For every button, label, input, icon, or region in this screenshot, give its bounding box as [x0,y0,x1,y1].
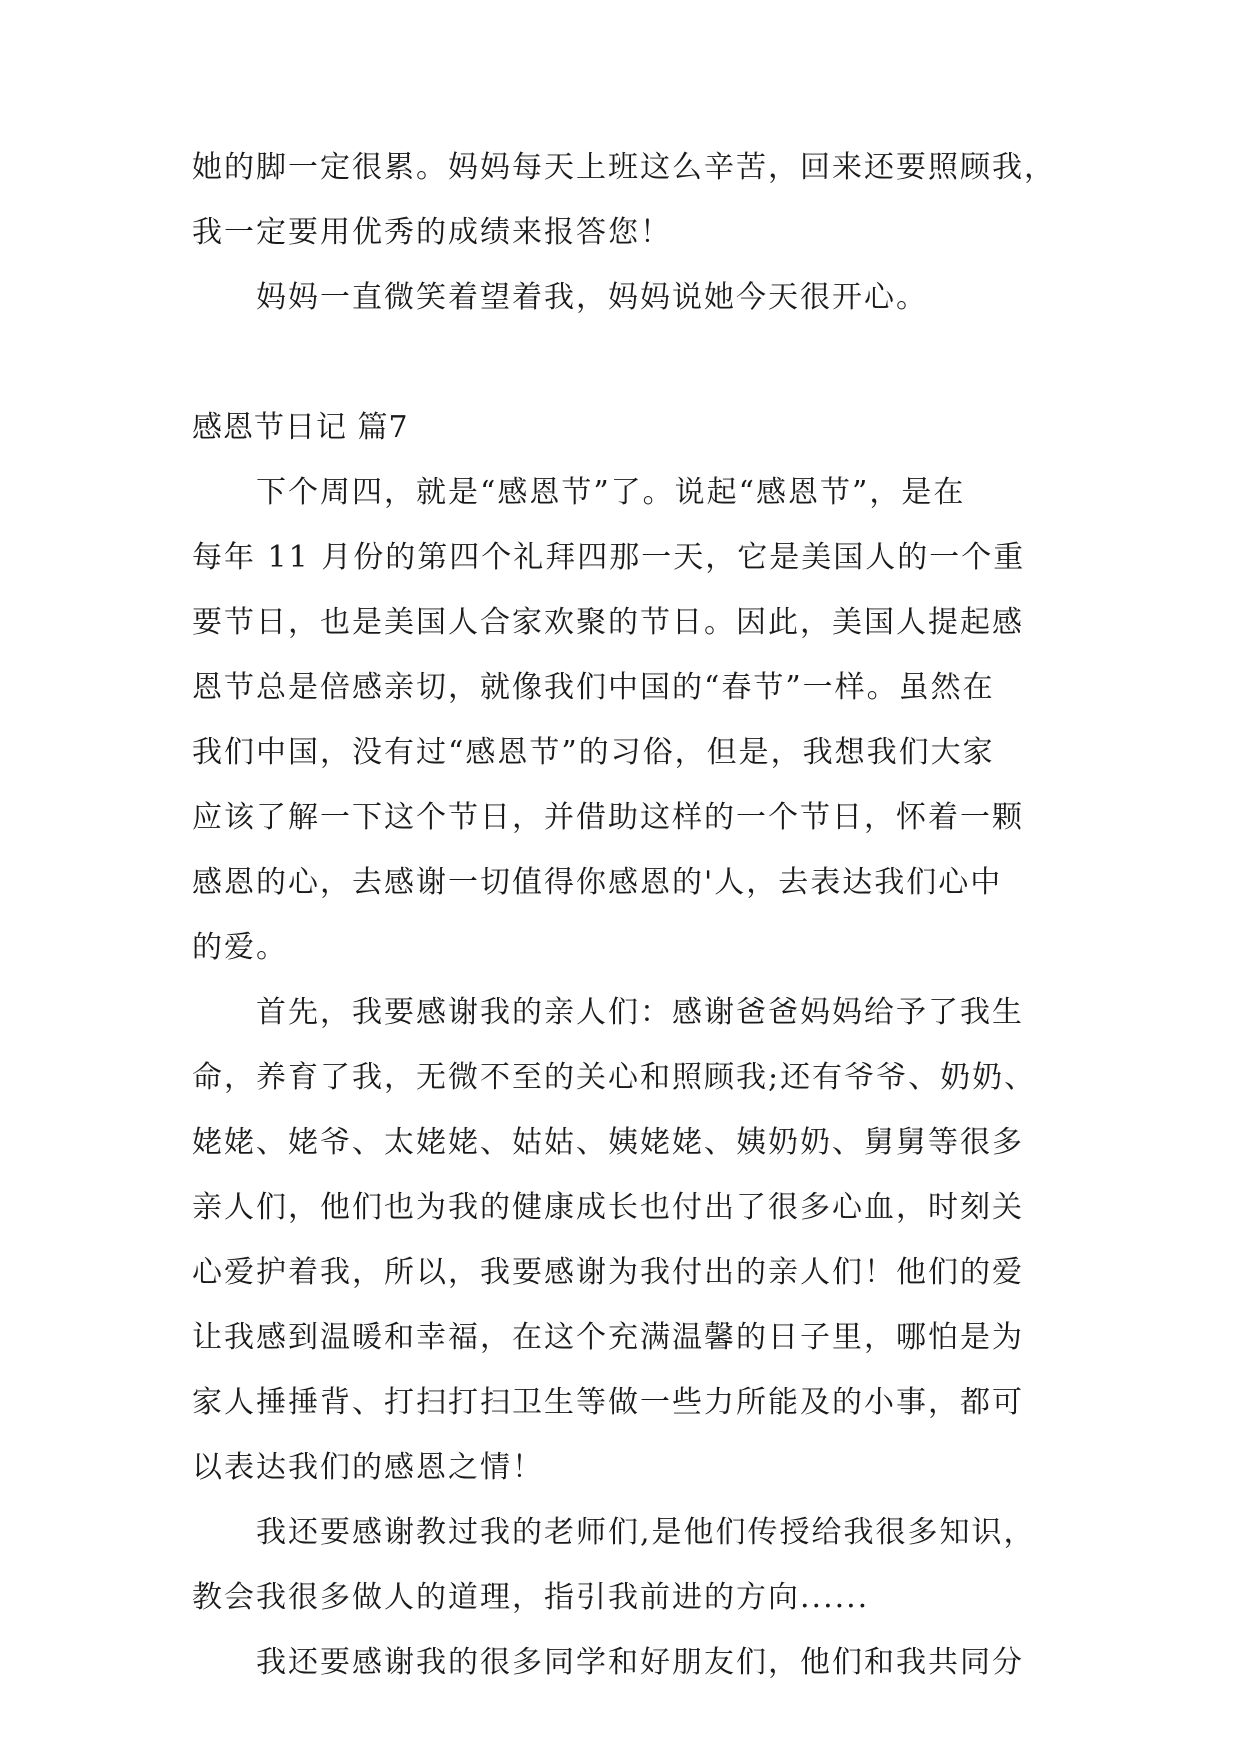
text-line: 首先，我要感谢我的亲人们：感谢爸爸妈妈给予了我生 [256,995,1024,1030]
text-line: 感恩的心，去感谢一切值得你感恩的'人，去表达我们心中 [192,865,1003,900]
text-line: 家人捶捶背、打扫打扫卫生等做一些力所能及的小事，都可 [192,1385,1024,1420]
text-line: 命，养育了我，无微不至的关心和照顾我;还有爷爷、奶奶、 [192,1060,1037,1095]
text-line: 姥姥、姥爷、太姥姥、姑姑、姨姥姥、姨奶奶、舅舅等很多 [192,1125,1024,1160]
text-line: 我们中国，没有过“感恩节”的习俗，但是，我想我们大家 [192,735,995,770]
text-line: 我一定要用优秀的成绩来报答您！ [192,215,672,250]
text-line: 她的脚一定很累。妈妈每天上班这么辛苦，回来还要照顾我， [192,150,1056,185]
text-line: 我还要感谢教过我的老师们,是他们传授给我很多知识， [256,1515,1036,1550]
text-line: 心爱护着我，所以，我要感谢为我付出的亲人们！他们的爱 [192,1255,1024,1290]
section-heading: 感恩节日记 篇7 [192,410,409,445]
text-line: 以表达我们的感恩之情！ [192,1450,544,1485]
text-line: 让我感到温暖和幸福，在这个充满温馨的日子里，哪怕是为 [192,1320,1024,1355]
text-line: 恩节总是倍感亲切，就像我们中国的“春节”一样。虽然在 [192,670,995,705]
text-line: 亲人们，他们也为我的健康成长也付出了很多心血，时刻关 [192,1190,1024,1225]
text-line: 的爱。 [192,930,288,965]
text-line: 应该了解一下这个节日，并借助这样的一个节日，怀着一颗 [192,800,1024,835]
text-line: 下个周四，就是“感恩节”了。说起“感恩节”，是在 [256,475,966,510]
text-line: 我还要感谢我的很多同学和好朋友们，他们和我共同分 [256,1645,1024,1680]
text-line: 每年 11 月份的第四个礼拜四那一天，它是美国人的一个重 [192,540,1026,575]
text-line: 教会我很多做人的道理，指引我前进的方向...... [192,1580,870,1615]
text-line: 要节日，也是美国人合家欢聚的节日。因此，美国人提起感 [192,605,1024,640]
text-line: 妈妈一直微笑着望着我，妈妈说她今天很开心。 [256,280,928,315]
